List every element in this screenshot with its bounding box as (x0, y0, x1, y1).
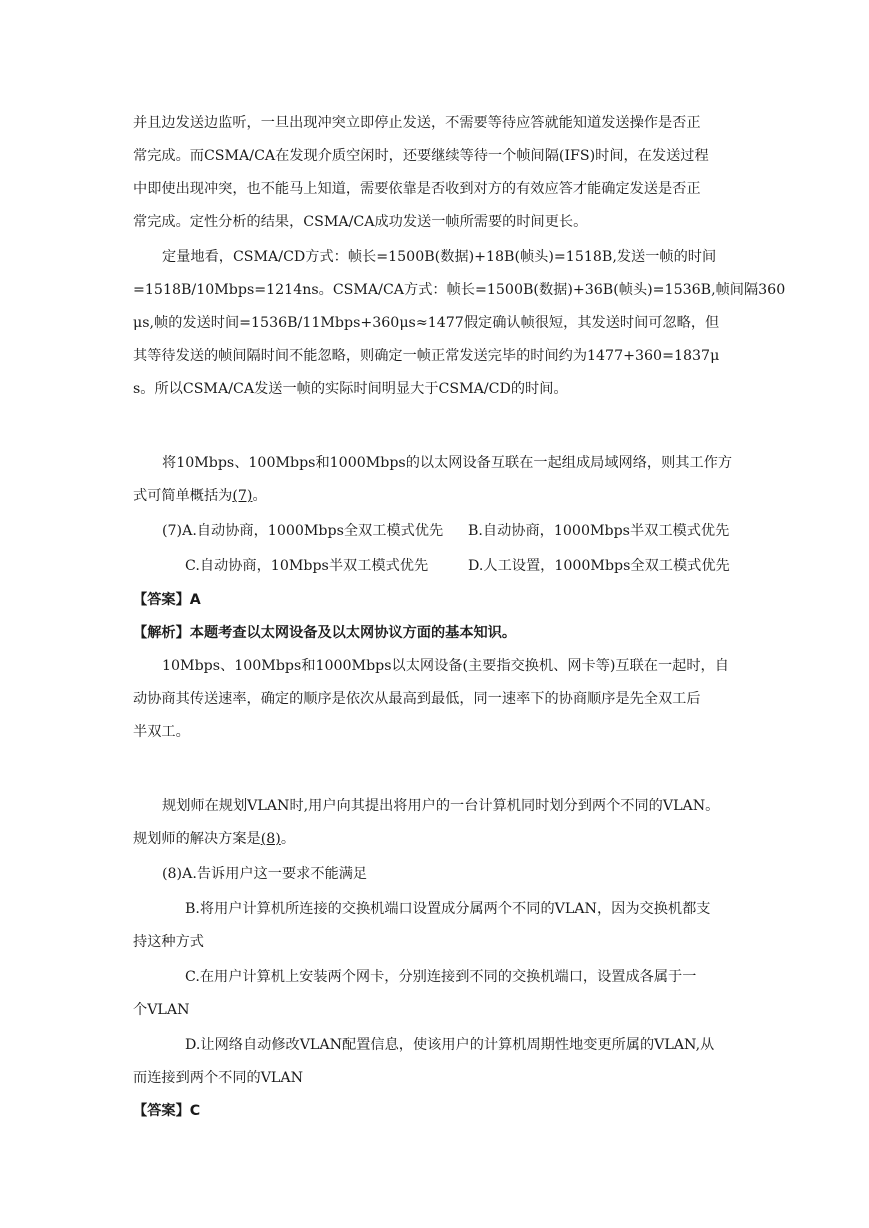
q8-option-b-line1: B.将用户计算机所连接的交换机端口设置成分属两个不同的VLAN，因为交换机都支 (185, 901, 711, 917)
q7-option-d: D.人工设置，1000Mbps全双工模式优先 (468, 558, 730, 574)
q7-explanation-line1: 10Mbps、100Mbps和1000Mbps以太网设备(主要指交换机、网卡等)互联在一起时，自 (162, 658, 729, 674)
q8-option-d-line1: D.让网络自动修改VLAN配置信息，使该用户的计算机周期性地变更所属的VLAN,从 (185, 1037, 715, 1053)
q7-stem-line1: 将10Mbps、100Mbps和1000Mbps的以太网设备互联在一起组成局域网络，则其工作方 (162, 455, 733, 471)
q7-explanation-line3: 半双工。 (133, 724, 190, 740)
para1-line2: 常完成。而CSMA/CA在发现介质空闲时，还要继续等待一个帧间隔(IFS)时间，在发送过程 (133, 148, 709, 164)
q8-stem-text: 规划师的解决方案是 (133, 831, 261, 847)
q8-option-a: (8)A.告诉用户这一要求不能满足 (162, 866, 368, 882)
q7-analysis-heading: 【解析】本题考查以太网设备及以太网协议方面的基本知识。 (133, 625, 517, 641)
para2-line5: s。所以CSMA/CA发送一帧的实际时间明显大于CSMA/CD的时间。 (133, 381, 568, 397)
para1-line3: 中即使出现冲突，也不能马上知道，需要依靠是否收到对方的有效应答才能确定发送是否正 (133, 181, 701, 197)
q8-option-c-line2: 个VLAN (133, 1002, 190, 1018)
para2-line4: 其等待发送的帧间隔时间不能忽略，则确定一帧正常发送完毕的时间约为1477+360=1837μ (133, 348, 720, 364)
q8-stem-end: 。 (280, 831, 296, 847)
para2-line1: 定量地看，CSMA/CD方式：帧长=1500B(数据)+18B(帧头)=1518B,发送一帧的时间 (162, 249, 717, 265)
q7-stem-line2 (133, 486, 267, 506)
q8-blank: (8) (260, 831, 281, 847)
para1-line1: 并且边发送边监听，一旦出现冲突立即停止发送，不需要等待应答就能知道发送操作是否正 (133, 115, 701, 131)
q8-answer: 【答案】C (133, 1103, 201, 1119)
q8-stem-line2 (133, 829, 295, 849)
q7-stem-text: 式可简单概括为 (133, 488, 233, 504)
q7-stem-end: 。 (252, 488, 267, 504)
para2-line3: μs,帧的发送时间=1536B/11Mbps+360μs≈1477假定确认帧很短，其发送时间可忽略，但 (133, 315, 720, 331)
q8-option-c-line1: C.在用户计算机上安装两个网卡，分别连接到不同的交换机端口，设置成各属于一 (185, 969, 697, 985)
q7-answer: 【答案】A (133, 592, 201, 608)
q8-option-b-line2: 持这种方式 (133, 934, 204, 950)
para1-line4: 常完成。定性分析的结果，CSMA/CA成功发送一帧所需要的时间更长。 (133, 214, 588, 230)
para2-line2: =1518B/10Mbps=1214ns。CSMA/CA方式：帧长=1500B(数据)+36B(帧头)=1536B,帧间隔360 (133, 282, 786, 298)
q7-option-b: B.自动协商，1000Mbps半双工模式优先 (468, 523, 730, 539)
q7-option-a: (7)A.自动协商，1000Mbps全双工模式优先 (162, 523, 444, 539)
q7-option-c: C.自动协商，10Mbps半双工模式优先 (185, 558, 429, 574)
q7-blank: (7) (232, 488, 253, 504)
q8-option-d-line2: 而连接到两个不同的VLAN (133, 1070, 304, 1086)
q8-stem-line1: 规划师在规划VLAN时,用户向其提出将用户的一台计算机同时划分到两个不同的VLAN。 (162, 798, 720, 814)
q7-explanation-line2: 动协商其传送速率，确定的顺序是依次从最高到最低，同一速率下的协商顺序是先全双工后 (133, 691, 701, 707)
